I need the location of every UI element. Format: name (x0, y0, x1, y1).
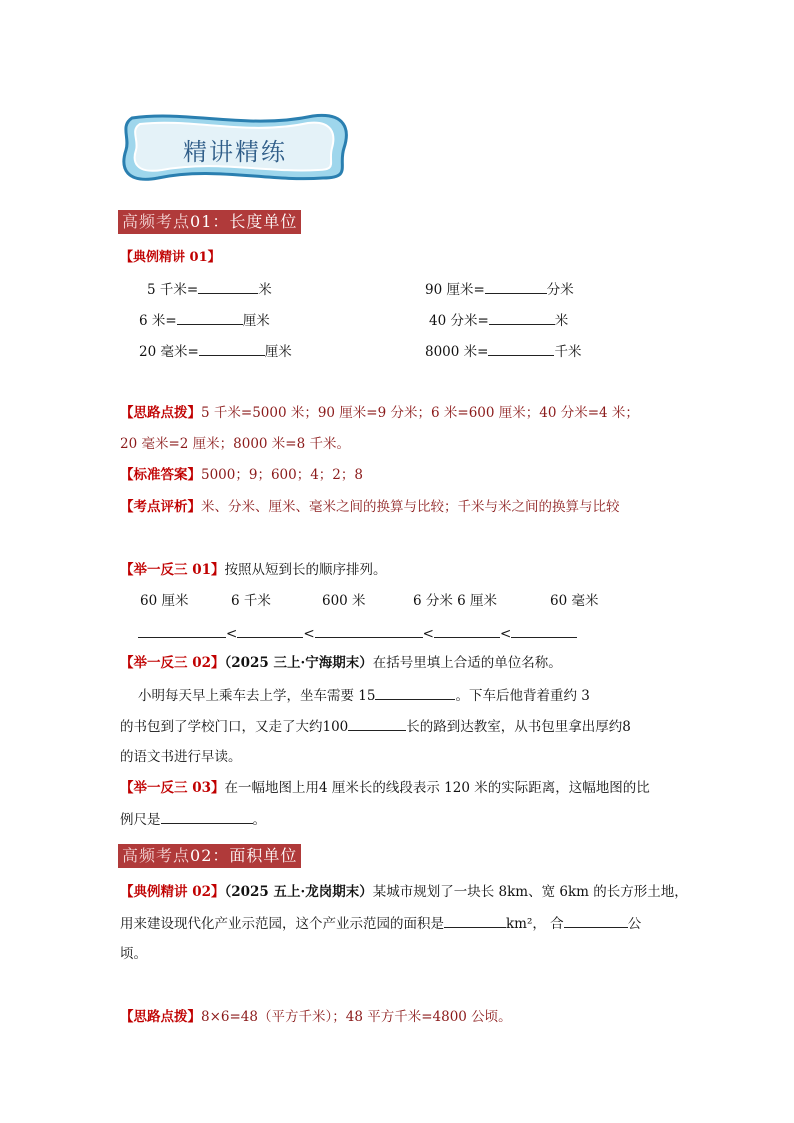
hint-tag: 【思路点拨】 (120, 405, 201, 421)
paragraph-line: 小明每天早上乘车去上学，坐车需要 15 。下车后他背着重约 3 (138, 685, 590, 706)
answer-blank[interactable] (489, 310, 555, 325)
answer-blank[interactable] (315, 623, 423, 638)
practice-tag: 【举一反三 03】 (120, 780, 225, 796)
conversion-item: 8000 米= 千米 (425, 341, 581, 362)
answer-blank[interactable] (138, 623, 226, 638)
section-header-length (118, 210, 301, 234)
conversion-item: 6 米= 厘米 (139, 310, 270, 331)
section-prefix: 高频考点 (122, 846, 191, 865)
answer-blank[interactable] (488, 341, 554, 356)
hint-line (120, 1007, 512, 1027)
answer-line (120, 465, 363, 485)
answer-blank[interactable] (564, 913, 628, 928)
sort-item: 6 千米 (231, 593, 271, 609)
paragraph-line: 的语文书进行早读。 (120, 749, 242, 765)
sort-item: 60 厘米 (140, 593, 189, 609)
answer-blank[interactable] (375, 685, 455, 700)
example-tag: 【典例精讲 02】 (120, 884, 225, 900)
question-source: （2025 三上·宁海期末） (224, 655, 373, 671)
practice-text: 按照从短到长的顺序排列。 (224, 562, 387, 578)
evaluation-line (120, 497, 620, 517)
answer-blank[interactable] (161, 809, 253, 824)
answer-blank[interactable] (198, 279, 258, 294)
paragraph-line: 的书包到了学校门口，又走了大约100 长的路到达教室，从书包里拿出厚约8 (120, 716, 631, 737)
section-label: 01：长度单位 (190, 212, 298, 231)
practice-question (120, 653, 562, 673)
example-tag: 【典例精讲 01】 (120, 250, 221, 265)
answer-tag: 【标准答案】 (120, 467, 201, 483)
paragraph-line: 例尺是 。 (120, 809, 266, 830)
practice-tag: 【举一反三 02】 (120, 655, 225, 671)
sort-answer-row: < < < < (138, 623, 577, 644)
sort-item: 6 分米 6 厘米 (413, 593, 498, 609)
example-question (120, 882, 688, 902)
answer-blank[interactable] (348, 716, 406, 731)
answer-blank[interactable] (237, 623, 303, 638)
hint-text: 8×6=48（平方千米）；48 平方千米=4800 公顷。 (201, 1009, 512, 1025)
answer-blank[interactable] (177, 310, 243, 325)
hint-line-2: 20 毫米=2 厘米；8000 米=8 千米。 (120, 436, 351, 452)
paragraph-line: 用来建设现代化产业示范园，这个产业示范园的面积是 km²， 合 公 (120, 913, 641, 934)
practice-text: 在一幅地图上用4 厘米长的线段表示 120 米的实际距离，这幅地图的比 (224, 780, 650, 796)
answer-blank[interactable] (199, 341, 265, 356)
conversion-item: 40 分米= 米 (429, 310, 568, 331)
practice-question (120, 778, 650, 798)
example-text: 某城市规划了一块长 8km、宽 6km 的长方形土地， (372, 884, 688, 900)
sort-item: 60 毫米 (550, 593, 599, 609)
answer-blank[interactable] (444, 913, 506, 928)
evaluation-text: 米、分米、厘米、毫米之间的换算与比较；千米与米之间的换算与比较 (201, 499, 620, 515)
section-label: 02：面积单位 (190, 846, 298, 865)
hint-line (120, 403, 639, 423)
practice-text: 在括号里填上合适的单位名称。 (372, 655, 562, 671)
conversion-item: 90 厘米= 分米 (425, 279, 574, 300)
section-header-area (118, 844, 301, 868)
sort-item: 600 米 (322, 593, 366, 609)
answer-blank[interactable] (511, 623, 577, 638)
section-prefix: 高频考点 (122, 212, 191, 231)
conversion-item: 5 千米= 米 (147, 279, 272, 300)
paragraph-line: 顷。 (120, 946, 147, 962)
practice-question (120, 560, 387, 580)
answer-blank[interactable] (434, 623, 500, 638)
evaluation-tag: 【考点评析】 (120, 499, 201, 515)
answer-blank[interactable] (485, 279, 547, 294)
conversion-item: 20 毫米= 厘米 (139, 341, 292, 362)
hint-text: 5 千米=5000 米；90 厘米=9 分米；6 米=600 厘米；40 分米=4 米； (201, 405, 639, 421)
answer-text: 5000；9；600；4；2；8 (201, 467, 363, 483)
question-source: （2025 五上·龙岗期末） (224, 884, 373, 900)
hint-tag: 【思路点拨】 (120, 1009, 201, 1025)
banner-title: 精讲精练 (183, 138, 287, 166)
practice-tag: 【举一反三 01】 (120, 562, 225, 578)
